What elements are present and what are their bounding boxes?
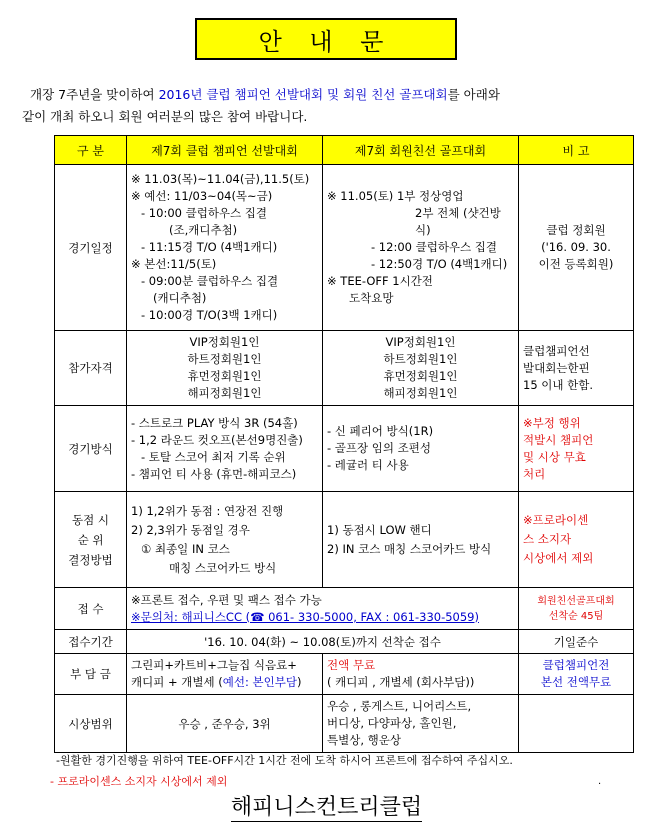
table-row-method (55, 406, 634, 492)
table-row-tiebreak (55, 492, 634, 588)
method-friendly: - 신 페리어 방식(1R) - 골프장 임의 조편성 - 레귤러 티 사용 (323, 406, 519, 492)
contact-info: ※문의처: 해피니스CC (☎ 061- 330-5000, FAX : 061-330-5059) (131, 609, 479, 624)
method-remarks: ※부정 행위 적발시 챔피언 및 시상 무효 처리 (519, 406, 634, 492)
row-label-tiebreak: 동점 시 순 위 결정방법 (55, 492, 127, 588)
header-champion: 제7회 클럽 챔피언 선발대회 (127, 136, 323, 165)
row-label-schedule: 경기일정 (55, 165, 127, 331)
qualification-champion: VIP정회원1인 하트정회원1인 휴먼정회원1인 해피정회원1인 (127, 331, 323, 406)
fees-champion: 그린피+카트비+그늘집 식음료+ 캐디피 + 개별세 (예선: 본인부담) (127, 654, 323, 695)
fees-remarks: 클럽챔피언전 본선 전액무료 (519, 654, 634, 695)
awards-remarks (519, 695, 634, 753)
tiebreak-champion: 1) 1,2위가 동점 : 연장전 진행 2) 2,3위가 동점일 경우 ① 최종일 IN 코스 매칭 스코어카드 방식 (127, 492, 323, 588)
table-row-schedule (55, 165, 634, 331)
row-label-qualification: 참가자격 (55, 331, 127, 406)
period-text: '16. 10. 04(화) ~ 10.08(토)까지 선착순 접수 (127, 630, 519, 654)
row-label-fees: 부 담 금 (55, 654, 127, 695)
intro-highlight: 2016년 클럽 챔피언 선발대회 및 회원 친선 골프대회 (158, 87, 448, 102)
method-champion: - 스트로크 PLAY 방식 3R (54홀) - 1,2 라운드 컷오프(본선9명진출) - 토탈 스코어 최저 기록 순위 - 챔피언 티 사용 (휴먼-해피코스) (127, 406, 323, 492)
row-label-awards: 시상범위 (55, 695, 127, 753)
note-arrival: -원활한 경기진행을 위하여 TEE-OFF시간 1시간 전에 도착 하시어 프론트에 접수하여 주십시오. (56, 754, 513, 767)
table-row-period (55, 630, 634, 654)
table-row-awards (55, 695, 634, 753)
header-friendly: 제7회 회원친선 골프대회 (323, 136, 519, 165)
header-category: 구 분 (55, 136, 127, 165)
note-pro-license: - 프로라이센스 소지자 시상에서 제외 (50, 775, 228, 788)
tiebreak-remarks: ※프로라이센 스 소지자 시상에서 제외 (519, 492, 634, 588)
table-row-fees (55, 654, 634, 695)
row-label-method: 경기방식 (55, 406, 127, 492)
schedule-friendly: ※ 11.05(토) 1부 정상영업 2부 전체 (샷건방식) - 12:00 클럽하우스 집결 - 12:50경 T/O (4백1캐디) ※ TEE-OFF 1시간전 도착요망 (323, 165, 519, 331)
tiebreak-friendly: 1) 동점시 LOW 핸디 2) IN 코스 매칭 스코어카드 방식 (323, 492, 519, 588)
schedule-champion: ※ 11.03(목)~11.04(금),11.5(토) ※ 예선: 11/03~04(목~금) - 10:00 클럽하우스 집결 (조,캐디추첨) - 11:15경 T/O (4백1캐디) ※ 본선:11/5(토) - 09:00분 클럽하우스 집결 (캐디추첨) - 10:00경 T/O(3백 1캐디) (127, 165, 323, 331)
qualification-friendly: VIP정회원1인 하트정회원1인 휴먼정회원1인 해피정회원1인 (323, 331, 519, 406)
stray-dot: . (598, 776, 602, 787)
reception-info: ※프론트 접수, 우편 및 팩스 접수 가능 ※문의처: 해피니스CC (☎ 061- 330-5000, FAX : 061-330-5059) (127, 588, 519, 630)
table-row-qualification (55, 331, 634, 406)
header-remarks: 비 고 (519, 136, 634, 165)
intro-paragraph: 개장 7주년을 맞이하여 2016년 클럽 챔피언 선발대회 및 회원 친선 골프대회를 아래와 같이 개최 하오니 회원 여러분의 많은 참여 바랍니다. (22, 87, 500, 124)
event-table (54, 135, 634, 753)
table-row-reception (55, 588, 634, 630)
row-label-reception: 접 수 (55, 588, 127, 630)
awards-friendly: 우승 , 롱게스트, 니어리스트, 버디상, 다양파상, 홀인원, 특별상, 행운상 (323, 695, 519, 753)
table-header-row (55, 136, 634, 165)
qualification-remarks: 클럽챔피언선 발대회는한핀 15 이내 한함. (519, 331, 634, 406)
period-remarks: 기일준수 (519, 630, 634, 654)
fees-friendly: 전액 무료 ( 캐디피 , 개별세 (회사부담)) (323, 654, 519, 695)
club-name-footer: 해피니스컨트리클럽 (230, 795, 423, 820)
awards-champion: 우승 , 준우승, 3위 (127, 695, 323, 753)
row-label-period: 접수기간 (55, 630, 127, 654)
page-title: 안 내 문 (195, 18, 457, 60)
schedule-remarks: 클럽 정회원 ('16. 09. 30. 이전 등록회원) (519, 165, 634, 331)
reception-remarks: 회원친선골프대회 선착순 45팀 (519, 588, 634, 630)
